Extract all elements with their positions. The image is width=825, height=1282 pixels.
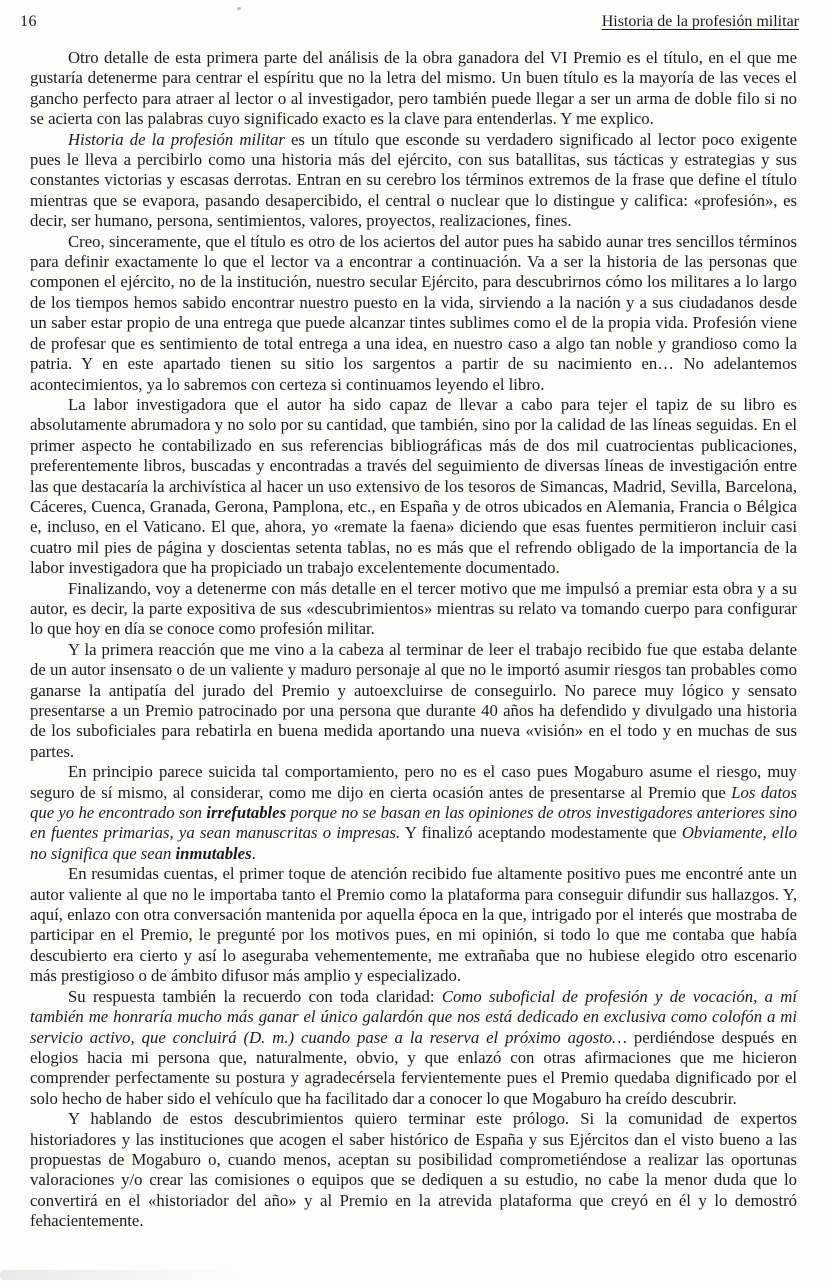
- text-run: En resumidas cuentas, el primer toque de atención recibido fue altamente positivo pues me encontré ante un autor valiente al que no le importaba tanto el Premio como la plataforma para conseguir difundir sus hallazgos. Y, aquí, enlazo con otra conversación mantenida por aquella época en la que, intrigado por el interés que mostraba de participar en el Premio, le pregunté por los motivos pues, en mi opinión, si todo lo que me contaba que había descubierto era cierto y así lo aseguraba vehementemente, me extrañaba que no hubiese elegido otro escenario más prestigioso o de ámbito difusor más amplio y especializado.: [30, 864, 797, 986]
- paragraph: [30, 130, 797, 232]
- paragraph: [30, 232, 797, 395]
- text-run: Historia de la profesión militar: [68, 129, 285, 149]
- page-body: [30, 48, 797, 1232]
- text-run: Y hablando de estos descubrimientos quiero terminar este prólogo. Si la comunidad de expertos historiadores y las instituciones que acogen el saber histórico de España y sus Ejércitos dan el visto bueno a las propuestas de Mogaburo o, cuando menos, aceptan su posibilidad comprometiéndose a realizar las oportunas valoraciones y/o crear las comisiones o equipos que se dediquen a su estudio, no cabe la menor duda que lo convertirá en el «historiador del año» y al Premio en la atrevida plataforma que creyó en él y lo demostró fehacientemente.: [30, 1109, 797, 1231]
- paragraph: [30, 1109, 797, 1231]
- page-number: 16: [20, 13, 37, 30]
- page-header: [0, 0, 825, 31]
- text-run: La labor investigadora que el autor ha sido capaz de llevar a cabo para tejer el tapiz de su libro es absolutamente abrumadora y no solo por su cantidad, que también, sino por la calidad de las líneas seguidas. En el primer aspecto he contabilizado en sus referencias bibliográficas más de dos mil cuatrocientas publicaciones, preferentemente libros, buscadas y encontradas a través del seguimiento de diversas líneas de investigación entre las que destacaría la archivística al hacer un uso extensivo de los tesoros de Simancas, Madrid, Sevilla, Barcelona, Cáceres, Cuenca, Granada, Gerona, Pamplona, etc., en España y de otros ubicados en Alemania, Francia o Bélgica e, incluso, en el Vaticano. El que, ahora, yo «remate la faena» diciendo que esas fuentes permitieron incluir casi cuatro mil pies de página y doscientas setenta tablas, no es más que el refrendo obligado de la importancia de la labor investigadora que ha propiciado un trabajo excelentemente documentado.: [30, 394, 797, 578]
- text-run: inmutables: [175, 843, 252, 863]
- text-run: Los datos que yo he encontrado son: [30, 782, 797, 823]
- paragraph: [30, 395, 797, 579]
- paragraph: [30, 640, 797, 762]
- text-run: Creo, sinceramente, que el título es otro de los aciertos del autor pues ha sabido aunar tres sencillos términos para definir exactamente lo que el lector va a encontrar a continuación. Va a ser la historia de las personas que componen el ejército, no de la institución, nuestro secular Ejército, para descubrirnos cómo los militares a lo largo de los tiempos hemos sabido encontrar nuestro puesto en la vida, sirviendo a la nación y a sus ciudadanos desde un saber estar propio de una entrega que puede alcanzar tintes sublimes como el de la propia vida. Profesión viene de profesar que es sentimiento de total entrega a una idea, en nuestro caso a algo tan noble y grandioso como la patria. Y en este apartado tienen su sitio los sargentos a partir de su nacimiento en… No adelantemos acontecimientos, ya lo sabremos con certeza si continuamos leyendo el libro.: [30, 231, 797, 394]
- text-run: Y finalizó aceptando modestamente que: [400, 823, 682, 843]
- text-run: perdiéndose después en elogios hacia mi persona que, naturalmente, obvio, y que enlazó con otras afirmaciones que me hicieron comprender perfectamente su postura y agradecérsela fervientemente pues el Premio quedaba dignificado por el solo hecho de haber sido el vehículo que ha facilitado dar a conocer lo que Mogaburo ha creído descubrir.: [30, 1027, 797, 1108]
- paragraph: [30, 987, 797, 1109]
- scan-speck-artifact: [237, 7, 241, 10]
- text-run: Como suboficial de profesión y de vocación, a mí también me honraría mucho más ganar el único galardón que nos está dedicado en exclusiva como colofón a mi servicio activo, que concluirá (D. m.) cuando pase a la reserva el próximo agosto…: [30, 986, 797, 1047]
- text-run: En principio parece suicida tal comportamiento, pero no es el caso pues Mogaburo asume el riesgo, muy seguro de sí mismo, al considerar, como me dijo en cierta ocasión antes de presentarse al Premio que: [30, 762, 797, 802]
- text-run: Obviamente, ello no significa que sean: [30, 823, 797, 863]
- paragraph: [30, 762, 797, 864]
- text-run: irrefutables: [206, 803, 287, 823]
- text-run: Y la primera reacción que me vino a la cabeza al terminar de leer el trabajo recibido fue que estaba delante de un autor insensato o de un valiente y maduro personaje al que no le importó asumir riesgos tan probables como ganarse la antipatía del jurado del Premio y autoexcluirse de conseguirlo. No parece muy lógico y sensato presentarse a un Premio patrocinado por una persona que durante 40 años ha defendido y divulgado una historia de los suboficiales para rebatirla en buena medida aportando una nueva «visión» en el todo y en muchas de sus partes.: [30, 639, 797, 761]
- text-run: .: [251, 843, 256, 863]
- text-run: porque no se basan en las opiniones de otros investigadores anteriores sino en fuentes primarias, ya sean manuscritas o impresas.: [30, 803, 797, 843]
- text-run: es un título que esconde su verdadero significado al lector poco exigente pues le lleva a percibirlo como una historia más del ejército, con sus batallitas, sus tácticas y estrategias y sus constantes victorias y escasas derrotas. Entran en su cerebro los términos extremos de la frase que define el título mientras que se evapora, pasando desapercibido, el central o nuclear que lo distingue y califica: «profesión», es decir, ser humano, persona, sentimientos, valores, proyectos, realizaciones, fines.: [30, 129, 797, 231]
- scan-smudge-artifact: [0, 1270, 260, 1280]
- text-run: Su respuesta también la recuerdo con toda claridad:: [68, 986, 442, 1006]
- paragraph: [30, 864, 797, 986]
- text-run: Finalizando, voy a detenerme con más detalle en el tercer motivo que me impulsó a premiar esta obra y a su autor, es decir, la parte expositiva de sus «descubrimientos» mientras su relato va tomando cuerpo para configurar lo que hoy en día se conoce como profesión militar.: [30, 578, 797, 639]
- running-title: Historia de la profesión militar: [601, 13, 799, 30]
- paragraph: [30, 48, 797, 130]
- paragraph: [30, 579, 797, 640]
- text-run: Otro detalle de esta primera parte del análisis de la obra ganadora del VI Premio es el título, en el que me gustaría detenerme para centrar el espíritu que no la letra del mismo. Un buen título es la mayoría de las veces el gancho perfecto para atraer al lector o al investigador, pero también puede llegar a ser un arma de doble filo si no se acierta con las palabras cuyo significado exacto es la clave para entenderlas. Y me explico.: [30, 48, 797, 129]
